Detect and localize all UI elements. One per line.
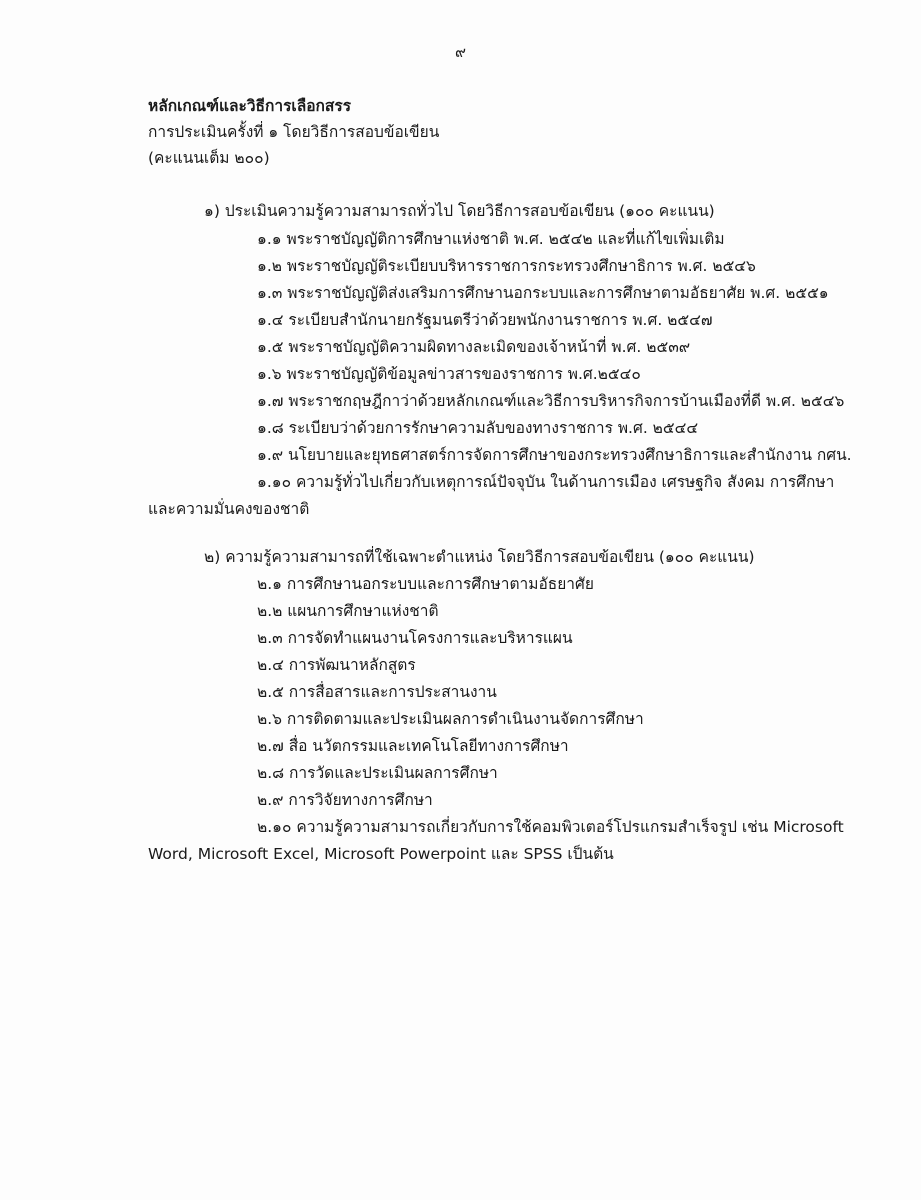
section2-item-10-line1: ๒.๑๐ ความรู้ความสามารถเกี่ยวกับการใช้คอมพิวเตอร์โปรแกรมสำเร็จรูป เช่น Microsoft [257,818,844,836]
section1-title: ๑) ประเมินความรู้ความสามารถทั่วไป โดยวิธีการสอบข้อเขียน (๑๐๐ คะแนน) [204,202,715,220]
section1-item: ๑.๘ ระเบียบว่าด้วยการรักษาความลับของทางราชการ พ.ศ. ๒๕๔๔ [257,419,699,437]
section2-item: ๒.๙ การวิจัยทางการศึกษา [257,791,433,809]
section2-item: ๒.๔ การพัฒนาหลักสูตร [257,656,416,674]
section1-item: ๑.๕ พระราชบัญญัติความผิดทางละเมิดของเจ้าหน้าที่ พ.ศ. ๒๕๓๙ [257,338,691,356]
section2-item: ๒.๒ แผนการศึกษาแห่งชาติ [257,602,439,620]
section1-item-10-line1: ๑.๑๐ ความรู้ทั่วไปเกี่ยวกับเหตุการณ์ปัจจุบัน ในด้านการเมือง เศรษฐกิจ สังคม การศึกษา [257,473,835,491]
section1-item: ๑.๔ ระเบียบสำนักนายกรัฐมนตรีว่าด้วยพนักงานราชการ พ.ศ. ๒๕๔๗ [257,311,713,329]
section1-item: ๑.๗ พระราชกฤษฎีกาว่าด้วยหลักเกณฑ์และวิธีการบริหารกิจการบ้านเมืองที่ดี พ.ศ. ๒๕๔๖ [257,392,845,410]
intro-line-2: (คะแนนเต็ม ๒๐๐) [148,149,270,167]
section1-item: ๑.๙ นโยบายและยุทธศาสตร์การจัดการศึกษาของกระทรวงศึกษาธิการและสำนักงาน กศน. [257,446,852,464]
section2-item: ๒.๕ การสื่อสารและการประสานงาน [257,683,497,701]
section1-item: ๑.๖ พระราชบัญญัติข้อมูลข่าวสารของราชการ พ.ศ.๒๕๔๐ [257,365,641,383]
section2-item: ๒.๗ สื่อ นวัตกรรมและเทคโนโลยีทางการศึกษา [257,737,569,755]
section2-item: ๒.๖ การติดตามและประเมินผลการดำเนินงานจัดการศึกษา [257,710,644,728]
section1-item: ๑.๑ พระราชบัญญัติการศึกษาแห่งชาติ พ.ศ. ๒๕๔๒ และที่แก้ไขเพิ่มเติม [257,230,725,248]
section2-item: ๒.๘ การวัดและประเมินผลการศึกษา [257,764,498,782]
section2-item: ๒.๑ การศึกษานอกระบบและการศึกษาตามอัธยาศัย [257,575,594,593]
section-heading: หลักเกณฑ์และวิธีการเลือกสรร [148,97,352,115]
section1-item: ๑.๓ พระราชบัญญัติส่งเสริมการศึกษานอกระบบและการศึกษาตามอัธยาศัย พ.ศ. ๒๕๕๑ [257,284,829,302]
section1-item-10-line2: และความมั่นคงของชาติ [148,500,310,518]
section2-item: ๒.๓ การจัดทำแผนงานโครงการและบริหารแผน [257,629,573,647]
section2-title: ๒) ความรู้ความสามารถที่ใช้เฉพาะตำแหน่ง โดยวิธีการสอบข้อเขียน (๑๐๐ คะแนน) [204,548,755,566]
section2-item-10-line2: Word, Microsoft Excel, Microsoft Powerpoint และ SPSS เป็นต้น [148,845,614,863]
intro-line-1: การประเมินครั้งที่ ๑ โดยวิธีการสอบข้อเขียน [148,123,440,141]
section1-item: ๑.๒ พระราชบัญญัติระเบียบบริหารราชการกระทรวงศึกษาธิการ พ.ศ. ๒๕๔๖ [257,257,756,275]
page-number: ๙ [455,43,466,61]
